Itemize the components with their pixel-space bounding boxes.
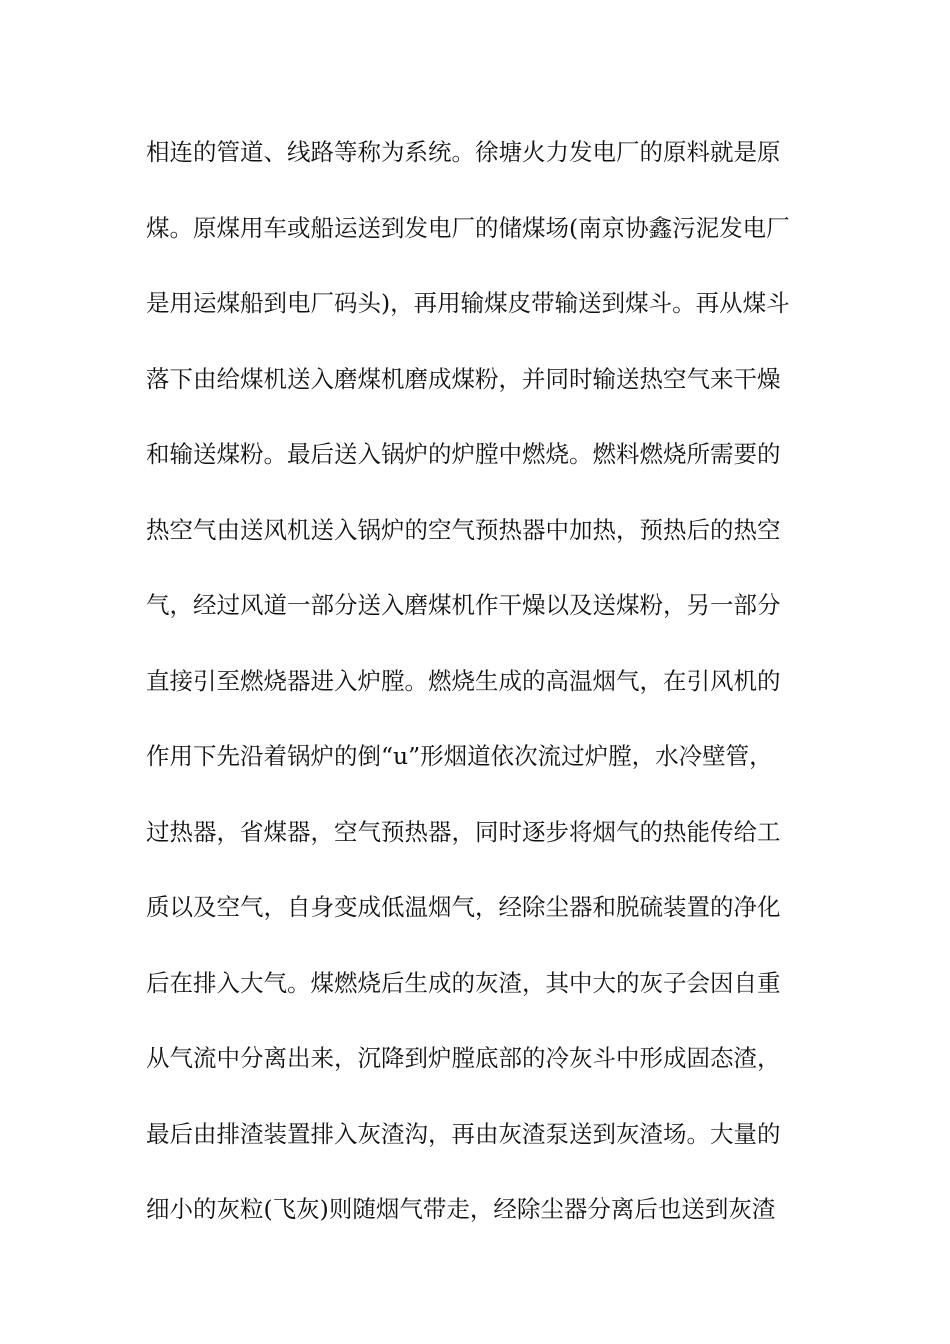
text-line: 气，经过风道一部分送入磨煤机作干燥以及送煤粉，另一部分 <box>146 591 781 619</box>
text-line: 是用运煤船到电厂码头)，再用输煤皮带输送到煤斗。再从煤斗 <box>146 289 790 317</box>
text-line: 作用下先沿着锅炉的倒“u”形烟道依次流过炉膛，水冷壁管， <box>146 742 773 770</box>
text-line: 质以及空气，自身变成低温烟气，经除尘器和脱硫装置的净化 <box>146 893 781 921</box>
text-line: 细小的灰粒(飞灰)则随烟气带走，经除尘器分离后也送到灰渣 <box>146 1195 776 1223</box>
text-line: 热空气由送风机送入锅炉的空气预热器中加热，预热后的热空 <box>146 515 781 544</box>
body-paragraph <box>146 132 816 1265</box>
text-line: 煤。原煤用车或船运送到发电厂的储煤场(南京协鑫污泥发电厂 <box>146 213 790 242</box>
text-line: 落下由给煤机送入磨煤机磨成煤粉，并同时输送热空气来干燥 <box>146 364 781 393</box>
text-line: 和输送煤粉。最后送入锅炉的炉膛中燃烧。燃料燃烧所需要的 <box>146 440 781 468</box>
text-line: 后在排入大气。煤燃烧后生成的灰渣，其中大的灰子会因自重 <box>146 968 781 997</box>
text-line: 过热器，省煤器，空气预热器，同时逐步将烟气的热能传给工 <box>146 817 781 846</box>
text-line: 最后由排渣装置排入灰渣沟，再由灰渣泵送到灰渣场。大量的 <box>146 1119 781 1148</box>
text-line: 从气流中分离出来，沉降到炉膛底部的冷灰斗中形成固态渣， <box>146 1044 781 1072</box>
text-line: 相连的管道、线路等称为系统。徐塘火力发电厂的原料就是原 <box>146 138 781 166</box>
text-line: 直接引至燃烧器进入炉膛。燃烧生成的高温烟气，在引风机的 <box>146 666 781 695</box>
